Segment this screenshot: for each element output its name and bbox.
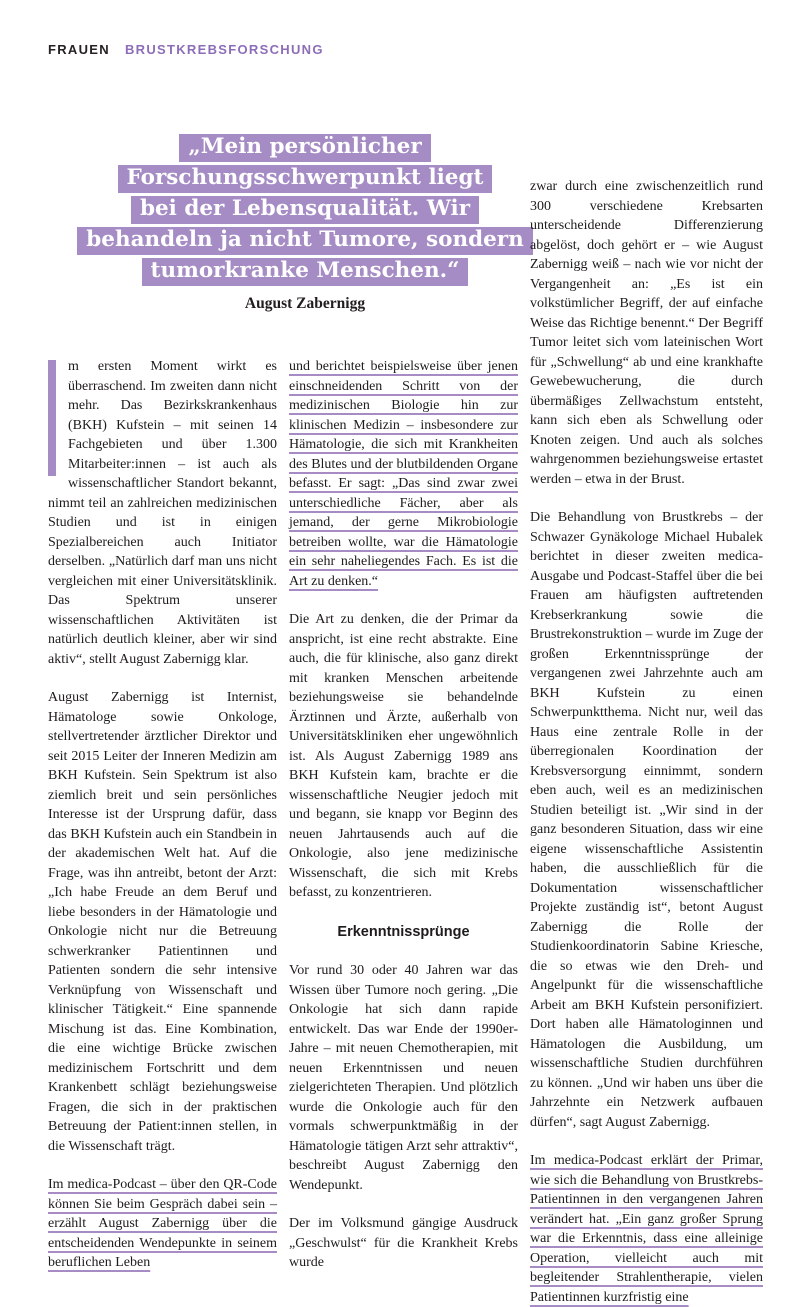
pull-quote-line-text: Forschungsschwerpunkt liegt <box>118 165 493 193</box>
body-paragraph: August Zabernigg ist Internist, Hämatologe sowie Onkologe, stellvertretender ärztlicher Direktor und seit 2015 Leiter der Inneren Medizin am BKH Kufstein. Sein Spektrum ist also ziemlich breit und sein persönliches Interesse ist der Ursprung dafür, dass das BKH Kufstein auch ein Standbein in der akademischen Welt hat. Auf die Frage, was ihn antreibt, betont der Arzt: „Ich habe Freude an dem Beruf und liebe besonders in der Hämatologie und Onkologie nicht nur die Betreuung schwerkranker Patientinnen und Patienten sondern die sehr intensive Verknüpfung von Wissenschaft und klinischer Tätigkeit.“ Eine spannende Mischung ist das. Eine Kombination, die eine wichtige Brücke zwischen medizinischem Fortschritt und dem Krankenbett schlägt beziehungsweise Fragen, die sich in der praktischen Betreuung der Patient:innen stellen, in die Wissenschaft trägt. <box>48 690 277 1154</box>
paragraph-text: m ersten Moment wirkt es überraschend. Im zweiten dann nicht mehr. Das Bezirkskrankenhaus (BKH) Kufstein – mit seinen 14 Fachgebieten und über 1.300 Mitarbeiter:innen – ist auch als wissenschaftlicher Standort bekannt, nimmt teil an zahlreichen medizinischen Studien und ist in einigen Spezialbereichen auch Initiator derselben. „Natürlich darf man uns nicht vergleichen mit einer Universitätsklinik. Das Spektrum unserer wissenschaftlichen Aktivitäten ist natürlich deutlich kleiner, aber wir sind aktiv“, stellt August Zabernigg klar. <box>48 359 277 667</box>
pull-quote-line-text: bei der Lebensqualität. Wir <box>131 196 479 224</box>
podcast-link-paragraph[interactable]: Im medica-Podcast erklärt der Primar, wie sich die Behandlung von Brustkrebs-Patientinnen in den vergangenen Jahren verändert hat. „Ein ganz großer Sprung war die Erkenntnis, dass eine alleinige Operation, vielleicht auch mit begleitender Strahlentherapie, vielen Patientinnen kurzfristig eine <box>530 1153 763 1305</box>
article-column-3 <box>530 177 763 1307</box>
body-paragraph: zwar durch eine zwischenzeitlich rund 300 verschiedene Krebsarten unterscheidende Differenzierung abgelöst, doch gehört er – wie August Zabernigg weiß – nach wie vor nicht der Vergangenheit an: „Es ist ein volkstümlicher Begriff, der auf einfache Weise das Richtige benennt.“ Der Begriff Tumor leitet sich vom lateinischen Wort für „Schwellung“ ab und eine krankhafte Gewebewucherung, die durch übermäßiges Zellwachstum entsteht, kann sich eben als Schwellung oder Knoten zeigen. Und auch als solches wahrgenommen beziehungsweise ertastet werden – etwa in der Brust. <box>530 179 763 487</box>
pull-quote-line <box>55 165 555 193</box>
pull-quote-line <box>55 196 555 224</box>
pull-quote-line-text: behandeln ja nicht Tumore, sondern <box>77 227 533 255</box>
pull-quote-line-text: tumorkranke Menschen.“ <box>142 258 469 286</box>
pull-quote-line <box>55 134 555 162</box>
pull-quote-line <box>55 227 555 255</box>
kicker-section: FRAUEN <box>48 42 110 57</box>
body-paragraph: Der im Volksmund gängige Ausdruck „Geschwulst“ für die Krankheit Krebs wurde <box>289 1216 518 1270</box>
body-paragraph: Vor rund 30 oder 40 Jahren war das Wissen über Tumore noch gering. „Die Onkologie hat sich dann rapide entwickelt. Das war Ende der 1990er-Jahre – mit neuen Chemotherapien, mit neuen Erkenntnissen und neuen zielgerichteten Therapien. Und plötzlich wurde die Onkologie auch für den vormals schwerpunktmäßig in der Hämatologie tätigen Arzt sehr attraktiv“, beschreibt August Zabernigg den Wendepunkt. <box>289 963 518 1193</box>
section-heading: Erkenntnissprünge <box>337 923 470 940</box>
body-paragraph: Die Art zu denken, die der Primar da anspricht, ist eine recht abstrakte. Eine auch, die für klinische, also ganz direkt mit kranken Menschen arbeitende beziehungsweise sie behandelnde Ärztinnen und Ärzte, außerhalb von Universitätskliniken eher ungewöhnlich ist. Als August Zabernigg 1989 ans BKH Kufstein kam, brachte er die wissenschaftliche Neugier jedoch mit und begann, sie knapp vor Beginn des neuen Jahrtausends auch auf die Onkologie, also jene medizinische Wissenschaft, die sich mit Krebs befasst, zu konzentrieren. <box>289 612 518 900</box>
article-column-1 <box>48 357 277 1273</box>
pull-quote-attribution: August Zabernigg <box>244 295 366 312</box>
podcast-link-paragraph[interactable]: und berichtet beispielsweise über jenen einschneidenden Schritt von der medizinischen Biologie hin zur klinischen Medizin – insbesondere zur Hämatologie, die sich mit Krankheiten des Blutes und der blutbildenden Organe befasst. Er sagt: „Das sind zwar zwei unterschiedliche Fächer, aber als jemand, der gerne Mikrobiologie betreiben wollte, war die Hämatologie ein sehr naheliegendes Fach. Es ist die Art zu denken.“ <box>289 359 518 589</box>
podcast-link-paragraph[interactable]: Im medica-Podcast – über den QR-Code können Sie beim Gespräch dabei sein – erzählt August Zabernigg über die entscheidenden Wendepunkte in seinem beruflichen Leben <box>48 1177 277 1270</box>
lead-paragraph <box>48 357 277 669</box>
kicker-topic: BRUSTKREBSFORSCHUNG <box>124 42 324 57</box>
body-paragraph: Die Behandlung von Brustkrebs – der Schwazer Gynäkologe Michael Hubalek berichtet in dieser zweiten medica-Ausgabe und Podcast-Staffel über die bei Frauen am häufigsten auftretenden Krebserkrankung sowie die Brustrekonstruktion – wurde im Zuge der großen Erkenntnissprünge der vergangenen zwei Jahrzehnte auch am BKH Kufstein zu einen Schwerpunktthema. Nicht nur, weil das Haus eine zentrale Rolle in der überregionalen Koordination der Krebsversorgung einnimmt, sondern eben auch, weil es an medizinischen Studien beteiligt ist. „Wir sind in der ganz besonderen Situation, dass wir eine eigene wissenschaftliche Assistentin haben, die ausschließlich für die Dokumentation wissenschaftlicher Projekte zuständig ist“, betont August Zabernigg die Rolle der Studienkoordinatorin Sabine Kriesche, die so etwas wie den Dreh- und Angelpunkt für die wissenschaftliche Arbeit am BKH Kufstein personifiziert. Dort haben alle Hämatologinnen und Hämatologen die Ausbildung, um wissenschaftliche Studien durchführen zu können. „Und wir haben uns über die Jahrzehnte ein Netzwerk aufbauen dürfen“, sagt August Zabernigg. <box>530 510 763 1130</box>
article-column-2 <box>289 357 518 1273</box>
pull-quote-line <box>55 258 555 286</box>
pull-quote-line-text: „Mein persönlicher <box>179 134 430 162</box>
dropcap-bar <box>48 360 56 476</box>
kicker <box>48 42 324 57</box>
pull-quote <box>55 134 555 313</box>
